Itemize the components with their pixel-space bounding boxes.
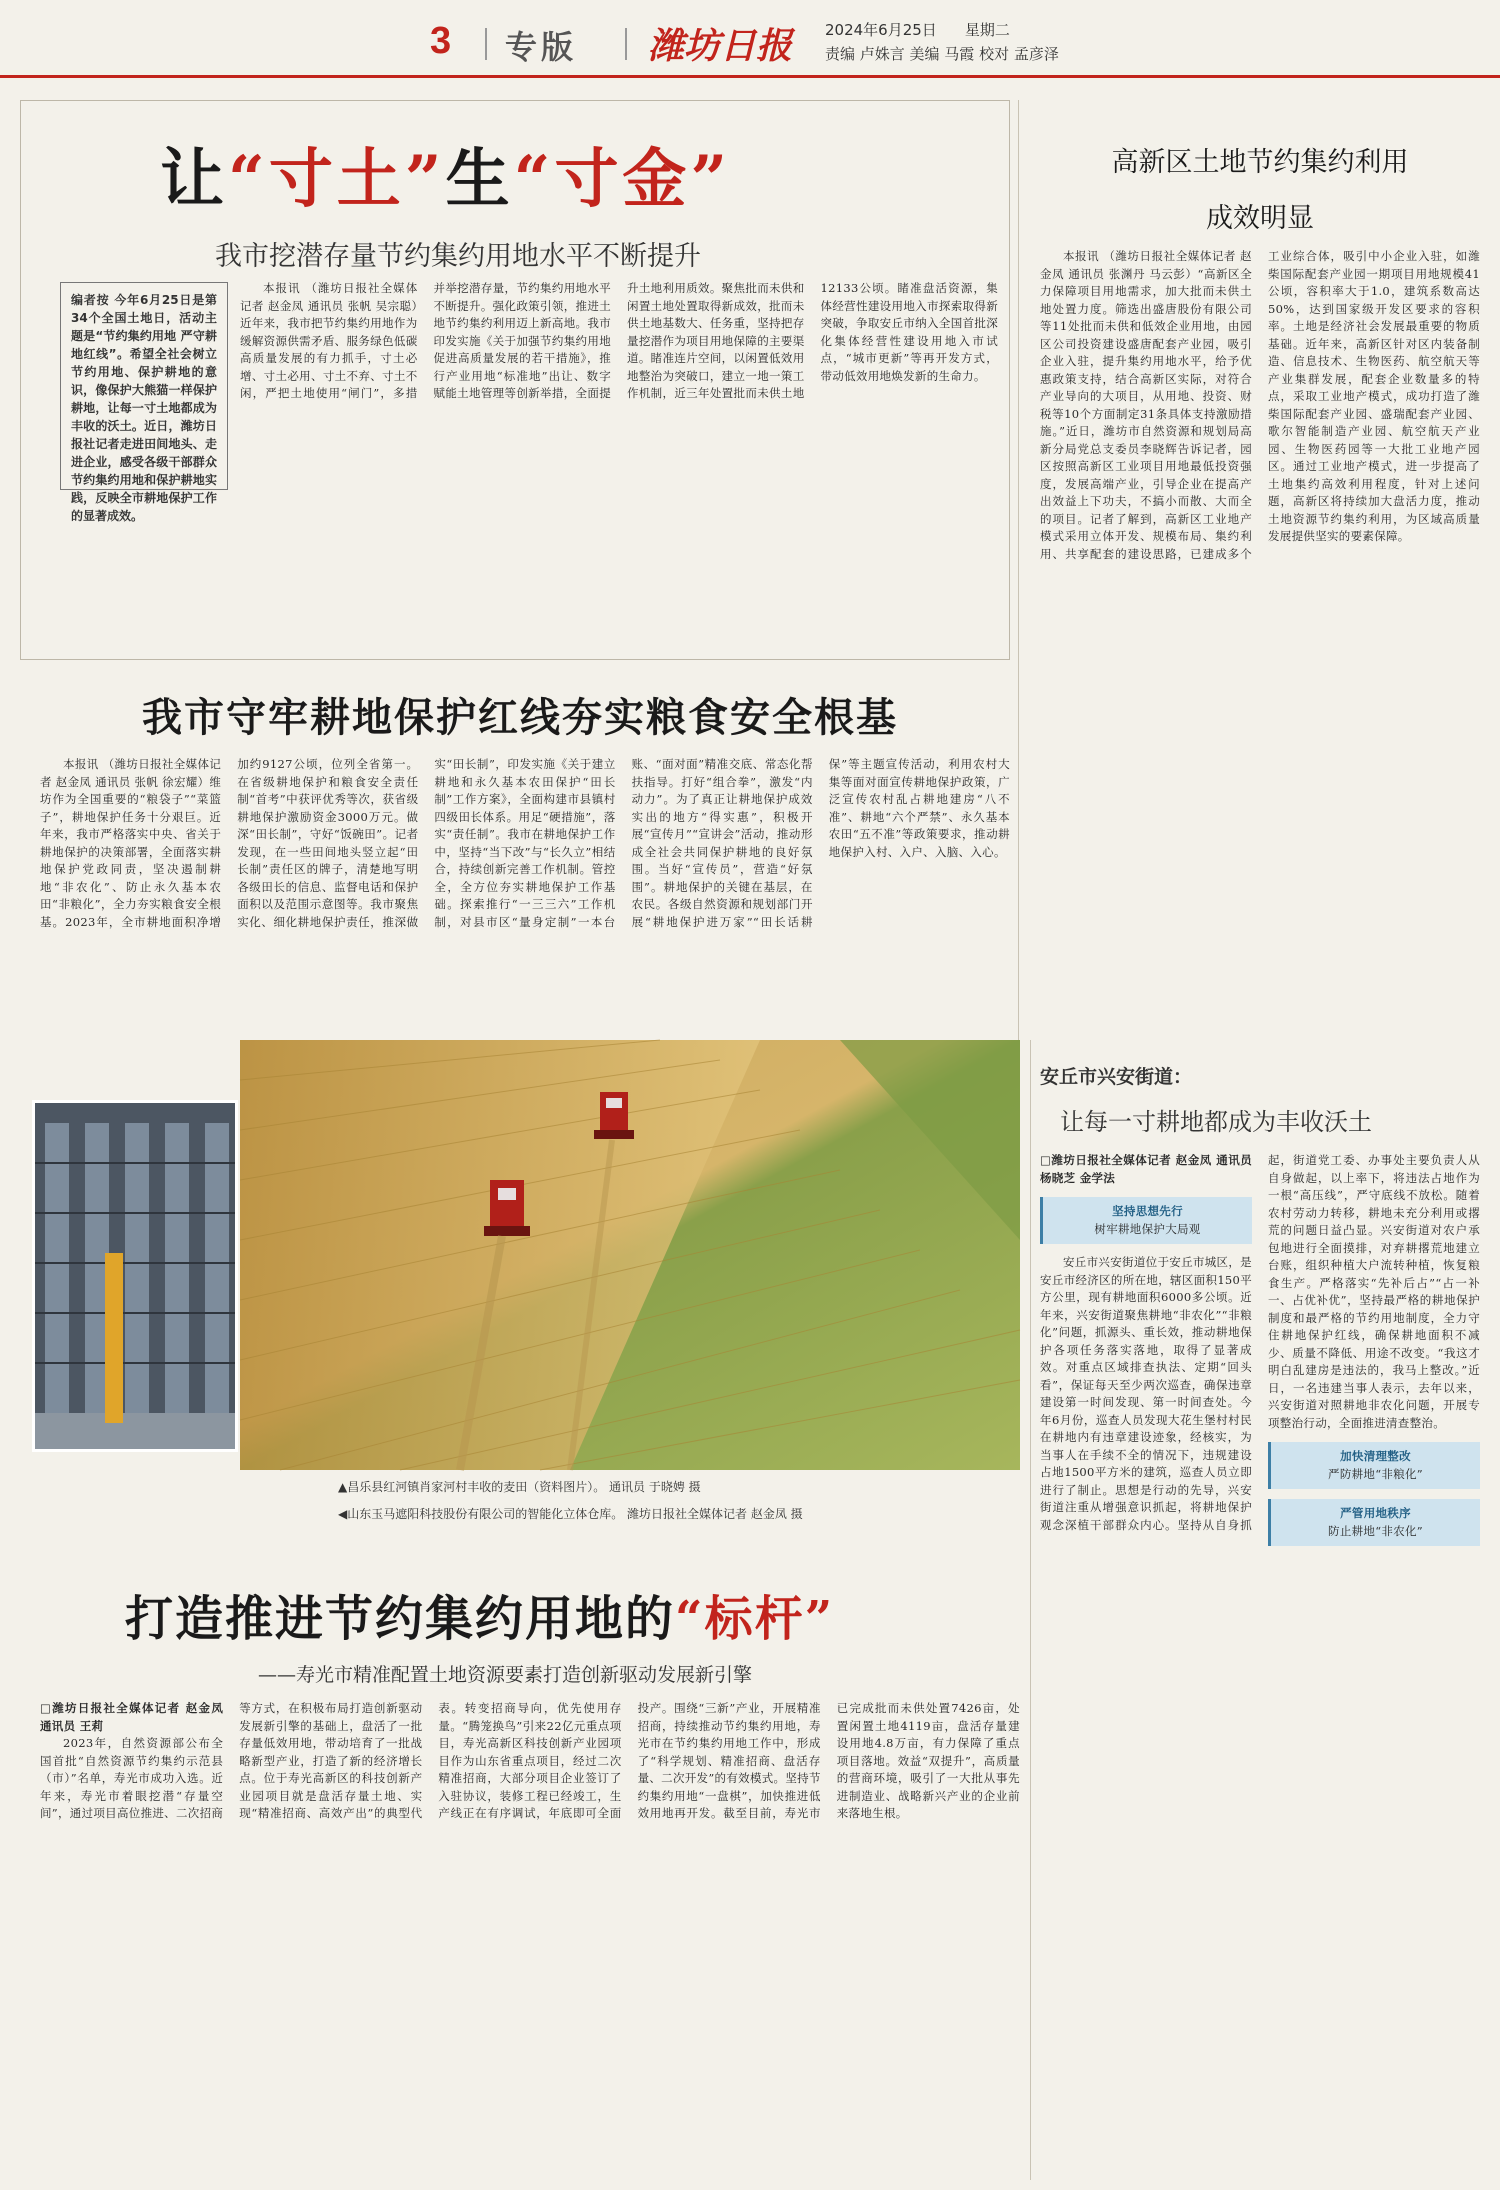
article1-headline: 让“寸土”生“寸金”: [160, 142, 732, 217]
article4-body: □潍坊日报社全媒体记者 赵金凤 通讯员 王莉 2023年，自然资源部公布全国首批“自然资源节约集约示范县（市）”名单，寿光市成功入选。近年来，寿光市着眼挖潜“存量空间”，通过项目高位推进、二次招商等方式，在积极布局打造创新驱动发展新引擎的基础上，盘活了一批存量低效用地，带动培育了一批战略新型产业，打造了新的经济增长点。位于寿光高新区的科技创新产业园项目就是盘活存量土地、实现“精准招商、高效产出”的典型代表。转变招商导向，优先使用存量。“腾笼换鸟”引来22亿元重点项目，寿光高新区科技创新产业园项目作为山东省重点项目，经过二次精准招商，大部分项目企业签订了入驻协议，装修工程已经竣工，生产线正在有序调试，年底即可全面投产。围绕“三新”产业，开展精准招商，持续推动节约集约用地，寿光市在节约集约用地工作中，形成了“科学规划、精准招商、盘活存量、二次开发”的有效模式。坚持节约集约用地“一盘棋”，加快推进低效用地再开发。截至目前，寿光市已完成批而未供处置7426亩，处置闲置土地4119亩，盘活存量建设用地4.8万亩，有力保障了重点项目落地。效益“双提升”，高质量的营商环境，吸引了一大批从事先进制造业、战略新兴产业的企业前来落地生根。: [40, 1701, 1020, 1820]
article5-subhead-1: 坚持思想先行 树牢耕地保护大局观: [1040, 1197, 1252, 1244]
article2-title-line1: 高新区土地节约集约利用: [1111, 147, 1409, 178]
article1-subtitle: 我市挖潜存量节约集约用地水平不断提升: [215, 241, 701, 272]
photo-caption-small: ◀山东玉马遮阳科技股份有限公司的智能化立体仓库。 潍坊日报社全媒体记者 赵金凤 摄: [338, 1507, 803, 1521]
wheat-harvest-photo: [240, 1040, 1020, 1470]
page-header: [0, 0, 1500, 78]
header-info: [825, 18, 1059, 66]
issue-date: 2024年6月25日: [825, 21, 937, 39]
issue-weekday: 星期二: [964, 21, 1010, 39]
combine-harvester-icon: [484, 1180, 530, 1236]
divider: [485, 28, 487, 60]
editor-note: 编者按 今年6月25日是第34个全国土地日，活动主题是“节约集约用地 严守耕地红线”。希望全社会树立节约用地、保护耕地的意识，像保护大熊猫一样保护耕地，让每一寸土地都成为丰收的沃土。近日，潍坊日报社记者走进田间地头、走进企业，感受各级干部群众节约集约用地和保护耕地实践，反映全市耕地保护工作的显著成效。: [60, 282, 228, 490]
photo-caption-main: ▲昌乐县红河镇肖家河村丰收的麦田（资料图片）。 通讯员 于晓娉 摄: [338, 1480, 701, 1494]
warehouse-photo: [32, 1100, 238, 1452]
divider: [625, 28, 627, 60]
wheat-field-image: [240, 1040, 1020, 1470]
article5-byline: □潍坊日报社全媒体记者 赵金凤 通讯员 杨晓芝 金学法: [1040, 1153, 1252, 1185]
newspaper-logo: 潍坊日报: [648, 25, 793, 67]
article1-body: 本报讯 （潍坊日报社全媒体记者 赵金凤 通讯员 张帆 吴宗聪）近年来，我市把节约集约用地作为缓解资源供需矛盾、服务绿色低碳高质量发展的有力抓手，寸土必增、寸土必用、寸土不弃、寸土不闲，严把土地使用“闸门”，多措并举挖潜存量，节约集约用地水平不断提升。强化政策引领，推进土地节约集约利用迈上新高地。我市印发实施《关于加强节约集约用地促进高质量发展的若干措施》，推行产业用地“标准地”出让、数字赋能土地管理等创新举措，全面提升土地利用质效。聚焦批而未供和闲置土地处置取得新成效，批而未供土地基数大、任务重，坚持把存量挖潜作为项目用地保障的主要渠道。睹准连片空间，以闲置低效用地整治为突破口，建立一地一策工作机制，近三年处置批而未供土地12133公顷。睹准盘活资源，集体经营性建设用地入市探索取得新突破，争取安丘市纳入全国首批深化集体经营性建设用地入市试点，“城市更新”等再开发方式，带动低效用地焕发新的生命力。: [240, 281, 998, 400]
article4-subtitle: ——寿光市精准配置土地资源要素打造创新驱动发展新引擎: [258, 1664, 753, 1686]
article5-headline: 让每一寸耕地都成为丰收沃土: [1060, 1108, 1372, 1136]
combine-harvester-icon: [594, 1092, 634, 1139]
article5-subhead-3: 严管用地秩序 防止耕地“非农化”: [1268, 1499, 1480, 1546]
article4-byline: □潍坊日报社全媒体记者 赵金凤 通讯员 王莉: [40, 1701, 224, 1733]
article5-subhead-2: 加快清理整改 严防耕地“非粮化”: [1268, 1442, 1480, 1489]
page-number: 3: [430, 20, 452, 62]
article2-title-line2: 成效明显: [1206, 203, 1314, 234]
column-divider: [1030, 1040, 1031, 2180]
article2-body: 本报讯 （潍坊日报社全媒体记者 赵金凤 通讯员 张渊丹 马云彭）“高新区全力保障项目用地需求，加大批而未供土地处置力度。筛选出盛唐股份有限公司等11处批而未供和低效企业用地，由园区公司投资建设盛唐配套产业园，吸引企业入驻，提升集约用地水平，给予优惠政策支持，结合高新区实际，对符合产业导向的大项目，从用地、投资、财税等10个方面制定31条具体支持激励措施。”近日，潍坊市自然资源和规划局高新分局党总支委员李晓辉告诉记者，园区按照高新区工业项目用地最低投资强度，发展高端产业，引导企业在提高产出效益上下功夫，不搞小而散、大而全的项目。记者了解到，高新区工业地产模式采用立体开发、规模布局、集约利用、共享配套的建设思路，已建成多个工业综合体，吸引中小企业入驻，如潍柴国际配套产业园一期项目用地规模41公顷，容积率大于1.0，建筑系数高达50%，达到国家级开发区要求的容积率。土地是经济社会发展最重要的物质基础。近年来，高新区针对区内装备制造、信息技术、生物医药、航空航天等产业集群发展，配套企业数量多的特点，采取工业地产模式，成功打造了潍柴国际配套产业园、盛瑞配套产业园、歌尔智能制造产业园、航空航天产业园、生物医药园等一大批工业地产园区。通过工业地产模式，进一步提高了土地集约高效利用程度，针对上述问题，高新区将持续加大盘活力度，推动土地资源节约集约利用，为区域高质量发展提供坚实的要素保障。: [1040, 249, 1480, 561]
article3-body: 本报讯 （潍坊日报社全媒体记者 赵金凤 通讯员 张帆 徐宏耀）维坊作为全国重要的“粮袋子”“菜篮子”，耕地保护任务十分艰巨。近年来，我市严格落实中央、省关于耕地保护的决策部署，全面落实耕地保护党政同责，坚决遏制耕地“非农化”、防止永久基本农田“非粮化”，全力夯实粮食安全根基。2023年，全市耕地面积净增加约9127公顷，位列全省第一。在省级耕地保护和粮食安全责任制“首考”中获评优秀等次，获省级耕地保护激励资金3000万元。做深“田长制”，守好“饭碗田”。记者发现，在一些田间地头竖立起“田长制”责任区的牌子，清楚地写明各级田长的信息、监督电话和保护面积以及范围示意图等。我市聚焦实化、细化耕地保护责任，推深做实“田长制”，印发实施《关于建立耕地和永久基本农田保护“田长制”工作方案》，全面构建市县镇村四级田长体系。用足“硬措施”，落实“责任制”。我市在耕地保护工作中，坚持“当下改”与“长久立”相结合，持续创新完善工作机制。管控全，全方位夯实耕地保护工作基础。探索推行“一三三六”工作机制，对县市区“量身定制”一本台账、“面对面”精准交底、常态化帮扶指导。打好“组合拳”，激发“内动力”。为了真正让耕地保护成效实出的地方“得实惠”，积极开展“宣传月”“宣讲会”活动，推动形成全社会共同保护耕地的良好氛围。当好“宣传员”，营造“好氛围”。耕地保护的关键在基层，在农民。各级自然资源和规划部门开展“耕地保护进万家”“田长话耕保”等主题宣传活动，利用农村大集等面对面宣传耕地保护政策，广泛宣传农村乱占耕地建房“八不准”、耕地“六个严禁”、永久基本农田“五不准”等政策要求，推动耕地保护入村、入户、入脑、入心。: [40, 757, 1010, 929]
article3-headline: 我市守牢耕地保护红线夯实粮食安全根基: [142, 694, 898, 741]
article5-kicker: 安丘市兴安街道：: [1040, 1066, 1193, 1088]
editor-credits: 责编 卢姝言 美编 马霞 校对 孟彦泽: [825, 45, 1059, 63]
warehouse-image: [35, 1103, 235, 1449]
column-divider: [1018, 100, 1019, 1040]
article4-headline: 打造推进节约集约用地的“标杆”: [125, 1591, 835, 1647]
section-name: 专版: [505, 28, 578, 66]
article5-body: □潍坊日报社全媒体记者 赵金凤 通讯员 杨晓芝 金学法 坚持思想先行 树牢耕地保护大局观 安丘市兴安街道位于安丘市城区，是安丘市经济区的所在地，辖区面积150平方公里，现有耕地面积6000多公顷。近年来，兴安街道聚焦耕地“非农化”“非粮化”问题，抓源头、重长效，推动耕地保护各项任务落实落地，取得了显著成效。对重点区域排查执法、定期“回头看”，保证每天至少两次巡查，确保违章建设第一时间发现、第一时间查处。今年6月份，巡查人员发现大花生堡村村民在耕地内有违章建设迹象，经核实，为当事人在手续不全的情况下，违规建设占地1500平方米的建筑，巡查人员立即进行了制止。思想是行动的先导，兴安街道注重从增强意识抓起，将耕地保护观念深植干部群众内心。坚持从自身抓起，街道党工委、办事处主要负责人从自身做起，以上率下，将违法占地作为一根“高压线”，严守底线不放松。随着农村劳动力转移，耕地未充分利用或撂荒的问题日益凸显。兴安街道对农户承包地进行全面摸排，对弃耕撂荒地建立台账，组织种植大户流转种植，恢复粮食生产。严格落实“先补后占”“占一补一、占优补优”，坚持最严格的耕地保护制度和最严格的节约用地制度，全力守住耕地保护红线，确保耕地面积不减少、质量不降低、用途不改变。“我这才明白乱建房是违法的，我马上整改。”近日，一名违建当事人表示，去年以来，兴安街道对照耕地非农化问题，开展专项整治行动，全面推进清查整治。 加快清理整改 严防耕地“非粮化” 严管用地秩序 防止耕地“非农化”: [1040, 1152, 1480, 2180]
